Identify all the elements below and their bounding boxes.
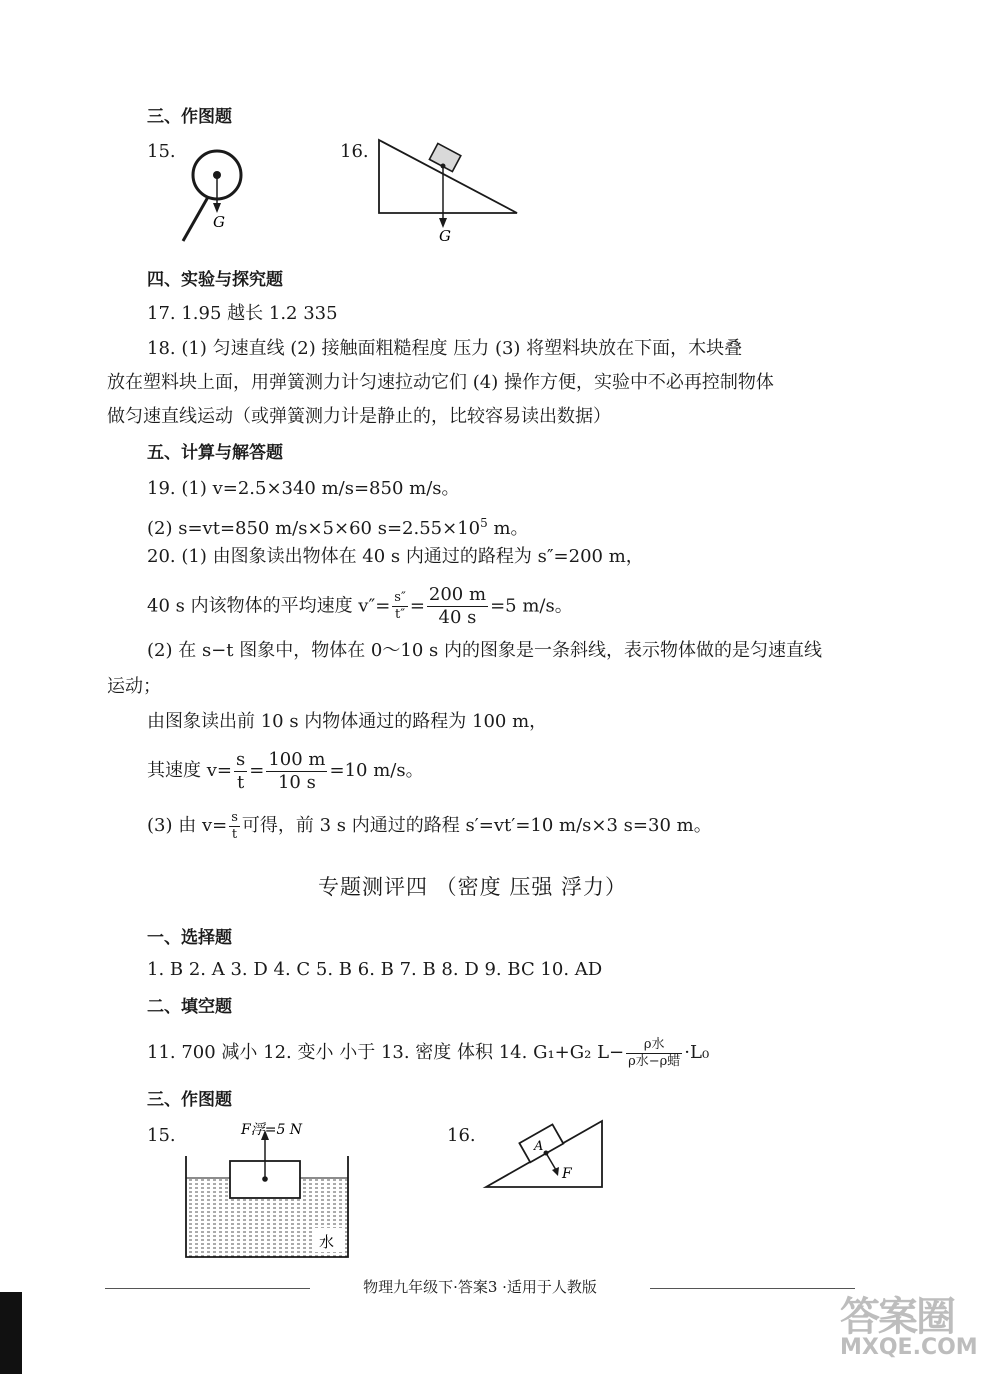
incline-diagram: [375, 138, 525, 248]
q15b-water-label: 水: [319, 1233, 335, 1251]
answer-q18-line3: 做匀速直线运动（或弹簧测力计是静止的，比较容易读出数据）: [107, 406, 611, 427]
answer-q17: 17. 1.95 越长 1.2 335: [147, 303, 338, 324]
answer-q20-2-line2: 运动；: [107, 676, 161, 697]
buoyancy-diagram: [183, 1118, 353, 1263]
q20-speed-denominator-1: t: [236, 771, 245, 793]
pulley-diagram: [175, 135, 255, 245]
q19-2-exponent: 5: [480, 516, 488, 530]
q20-avg-tail: =5 m/s。: [490, 595, 573, 617]
q16-gravity-label: G: [439, 227, 451, 245]
q20-3-fraction: [229, 810, 240, 843]
section-heading-choice: 一、选择题: [147, 928, 232, 948]
q20-3-denominator: t: [231, 826, 238, 842]
answer-choice-list: 1. B 2. A 3. D 4. C 5. B 6. B 7. B 8. D 9. BC 10. AD: [147, 959, 603, 980]
page-footer: [105, 1276, 855, 1300]
q20-avg-numerator-2: 200 m: [428, 584, 487, 605]
fill-tail: ·L₀: [684, 1042, 710, 1063]
q20-speed-numerator-1: s: [235, 748, 246, 770]
answer-q20-1: 20. (1) 由图象读出物体在 40 s 内通过的路程为 s″=200 m，: [147, 546, 644, 567]
q16b-block-label: A: [534, 1139, 544, 1154]
watermark-url: MXQE.COM: [840, 1335, 978, 1360]
footer-text: 物理九年级下·答案3 ·适用于人教版: [310, 1276, 650, 1297]
q20-avg-denominator-1: t″: [395, 607, 406, 622]
answer-q20-2-line1: (2) 在 s−t 图象中，物体在 0～10 s 内的图象是一条斜线，表示物体做的是匀速直线: [147, 640, 822, 661]
q20-avg-denominator-2: 40 s: [438, 607, 477, 628]
q20-avg-prefix: 40 s 内该物体的平均速度 v″=: [147, 595, 391, 617]
q19-2-tail: m。: [487, 518, 529, 539]
fill-fraction: [626, 1037, 682, 1070]
answer-q20-avg-speed: 40 s 内该物体的平均速度 v″= $\frac{s''}{t''}$ = $\frac{200 m}{40 s}$ =5 m/s。: [147, 584, 573, 628]
incline-force-diagram: [482, 1118, 612, 1193]
fill-fraction-denominator: ρ水−ρ蜡: [628, 1053, 681, 1069]
q16b-label: 16.: [447, 1125, 476, 1146]
q20-avg-fraction-1: [392, 590, 408, 623]
answer-q20-speed: 其速度 v= $\frac{s}{t}$ = $\frac{100 m}{10 s}$ =10 m/s。: [147, 748, 424, 793]
q20-speed-numerator-2: 100 m: [268, 748, 326, 770]
q20-speed-denominator-2: 10 s: [277, 771, 316, 793]
q15b-force-label: F浮=5 N: [241, 1122, 303, 1138]
fill-fraction-numerator: ρ水: [626, 1037, 682, 1054]
watermark-brand: 答案圈: [840, 1294, 954, 1340]
q20-speed-fraction-1: [234, 749, 247, 794]
q20-avg-numerator-1: s″: [394, 590, 406, 605]
answer-q18-line1: 18. (1) 匀速直线 (2) 接触面粗糙程度 压力 (3) 将塑料块放在下面，木块叠: [147, 338, 743, 359]
q15b-label: 15.: [147, 1125, 176, 1146]
section-heading-calc: 五、计算与解答题: [147, 443, 283, 463]
answer-fill-list: [147, 1031, 709, 1075]
answer-q20-3: [147, 806, 712, 846]
q20-speed-prefix: 其速度 v=: [147, 760, 232, 781]
fill-main: 11. 700 减小 12. 变小 小于 13. 密度 体积 14. G₁+G₂ L−: [147, 1042, 625, 1063]
section-heading-drawing-2: 三、作图题: [147, 1090, 232, 1110]
q20-avg-fraction-2: [427, 584, 488, 629]
answer-q18-line2: 放在塑料块上面，用弹簧测力计匀速拉动它们 (4) 操作方便，实验中不必再控制物体: [107, 372, 774, 393]
q20-speed-tail: =10 m/s。: [329, 760, 424, 781]
q20-3-prefix: (3) 由 v=: [147, 815, 228, 836]
q20-speed-fraction-2: [266, 749, 327, 794]
q20-3-tail: 可得，前 3 s 内通过的路程 s′=vt′=10 m/s×3 s=30 m。: [241, 815, 712, 836]
q19-2-main: (2) s=vt=850 m/s×5×60 s=2.55×10: [147, 518, 481, 539]
section-heading-drawing: 三、作图题: [147, 107, 232, 127]
q15-gravity-label: G: [213, 213, 225, 231]
q15-label: 15.: [147, 141, 176, 162]
answer-q19-2: [147, 511, 529, 541]
section-heading-experiment: 四、实验与探究题: [147, 270, 283, 290]
scan-edge-bar: [0, 1292, 22, 1374]
q20-3-numerator: s: [231, 809, 238, 825]
watermark: [840, 1285, 995, 1370]
q16b-force-label: F: [562, 1166, 572, 1182]
answer-q19-1: 19. (1) v=2.5×340 m/s=850 m/s。: [147, 478, 460, 499]
answer-q20-2-line3: 由图象读出前 10 s 内物体通过的路程为 100 m，: [147, 711, 548, 732]
chapter-title: 专题测评四 （密度 压强 浮力）: [318, 875, 628, 899]
section-heading-fill: 二、填空题: [147, 997, 232, 1017]
q16-label: 16.: [340, 141, 369, 162]
